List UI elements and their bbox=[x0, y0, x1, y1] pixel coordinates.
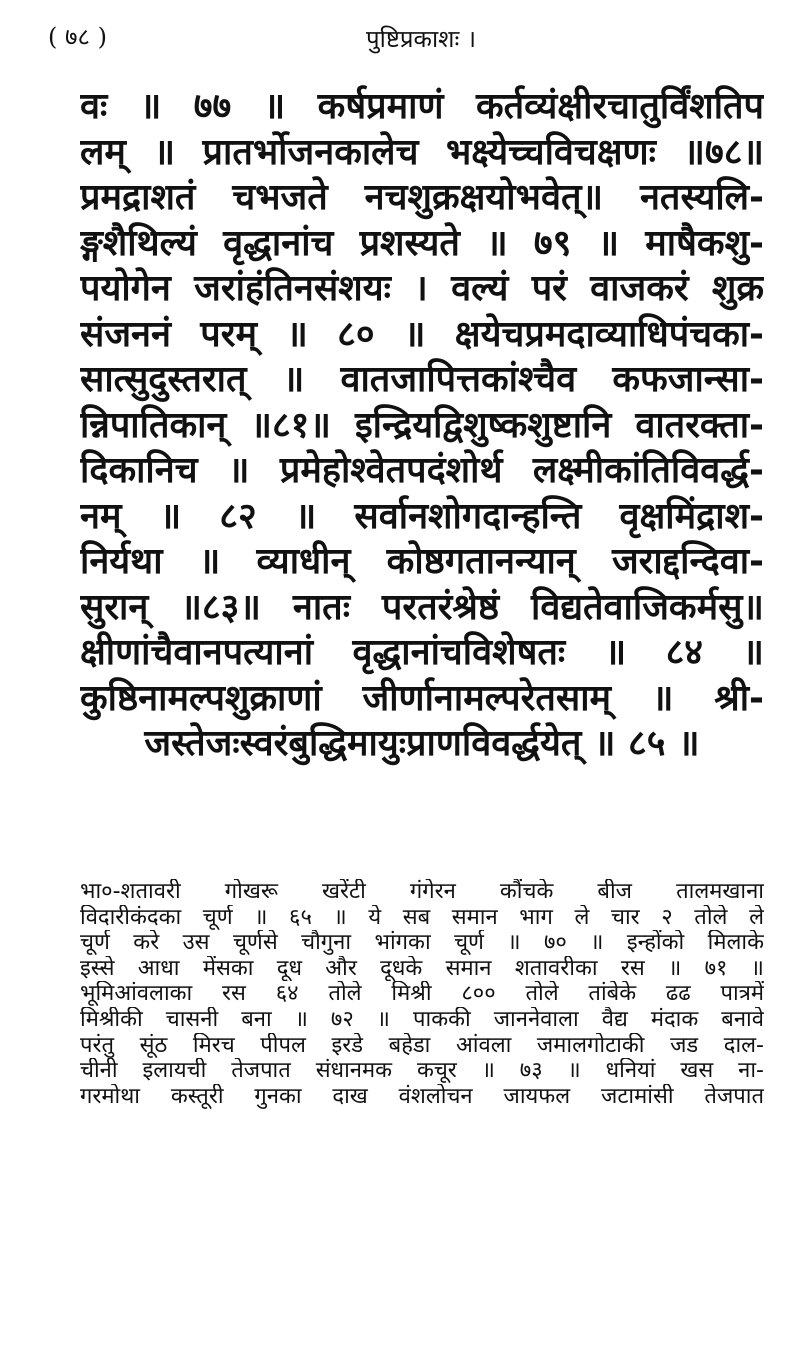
commentary-line: गरमोथा कस्तूरी गुनका दाख वंशलोचन जायफल जटामांसी तेजपात bbox=[80, 1083, 764, 1109]
verse-line: सुरान् ॥८३॥ नातः परतरंश्रेष्ठं विद्यतेवाजिकर्मसु॥ bbox=[80, 586, 764, 628]
verse-line: दिकानिच ॥ प्रमेहोश्वेतपदंशोर्थ लक्ष्मीकांतिविवर्द्ध- bbox=[80, 450, 764, 491]
verse-line: नम् ॥ ८२ ॥ सर्वानशोगदान्हन्ति वृक्षमिंद्राश- bbox=[80, 495, 764, 537]
commentary-line: मिश्रीकी चासनी बना ॥ ७२ ॥ पाककी जाननेवाला वैद्य मंदाक बनावे bbox=[80, 1006, 764, 1032]
verse-line: वः ॥ ७७ ॥ कर्षप्रमाणं कर्तव्यंक्षीरचातुर्विंशतिप bbox=[80, 86, 764, 127]
verse-line: पयोगेन जरांहंतिनसंशयः । वल्यं परं वाजकरं शुक्र bbox=[80, 268, 764, 309]
sanskrit-verse-block bbox=[80, 84, 764, 767]
verse-line: लम् ॥ प्रातर्भोजनकालेच भक्ष्येच्चविचक्षणः ॥७८॥ bbox=[80, 131, 764, 173]
verse-line: ङ्गशैथिल्यं वृद्धानांच प्रशस्यते ॥ ७९ ॥ माषैकशु- bbox=[80, 222, 764, 264]
commentary-line: विदारीकंदका चूर्ण ॥ ६५ ॥ ये सब समान भाग ले चार २ तोले ले bbox=[80, 904, 764, 930]
verse-line: क्षीणांचैवानपत्यानां वृद्धानांचविशेषतः ॥ ८४ ॥ bbox=[80, 632, 764, 673]
running-title: पुष्टिप्रकाशः । bbox=[366, 25, 477, 53]
commentary-line: चूर्ण करे उस चूर्णसे चौगुना भांगका चूर्ण ॥ ७० ॥ इन्होंको मिलाके bbox=[80, 930, 764, 956]
hindi-commentary-block bbox=[80, 879, 764, 1109]
verse-line: संजननं परम् ॥ ८० ॥ क्षयेचप्रमदाव्याधिपंचका- bbox=[80, 313, 764, 355]
verse-line: जस्तेजःस्वरंबुद्धिमायुःप्राणविवर्द्धयेत् ॥ ८५ ॥ bbox=[144, 723, 700, 764]
verse-line: कुष्ठिनामल्पशुक्राणां जीर्णानामल्परेतसाम् ॥ श्री- bbox=[80, 677, 764, 719]
verse-line: न्निपातिकान् ॥८१॥ इन्द्रियद्विशुष्कशुष्टानि वातरक्ता- bbox=[80, 404, 764, 446]
page-header bbox=[48, 14, 768, 54]
page-number: ( ७८ ) bbox=[48, 23, 107, 51]
verse-line: निर्यथा ॥ व्याधीन् कोष्ठगतानन्यान् जराद्दन्दिवा- bbox=[80, 541, 764, 582]
verse-line: प्रमद्राशतं चभजते नचशुक्रक्षयोभवेत्॥ नतस्यलि- bbox=[80, 177, 764, 218]
commentary-line: भूमिआंवलाका रस ६४ तोले मिश्री ८०० तोले तांबेके ढढ पात्रमें bbox=[80, 981, 764, 1007]
verse-line: सात्सुदुस्तरात् ॥ वातजापित्तकांश्चैव कफजान्सा- bbox=[80, 359, 764, 400]
commentary-line: भा०-शतावरी गोखरू खरेंटी गंगेरन कौंचके बीज तालमखाना bbox=[80, 879, 764, 904]
commentary-line: चीनी इलायची तेजपात संधानमक कचूर ॥ ७३ ॥ धनियां खस ना- bbox=[80, 1058, 764, 1084]
commentary-line: इस्से आधा मेंसका दूध और दूधके समान शतावरीका रस ॥ ७१ ॥ bbox=[80, 955, 764, 981]
commentary-line: परंतु सूंठ मिरच पीपल इरडे बहेडा आंवला जमालगोटाकी जड दाल- bbox=[80, 1032, 764, 1058]
